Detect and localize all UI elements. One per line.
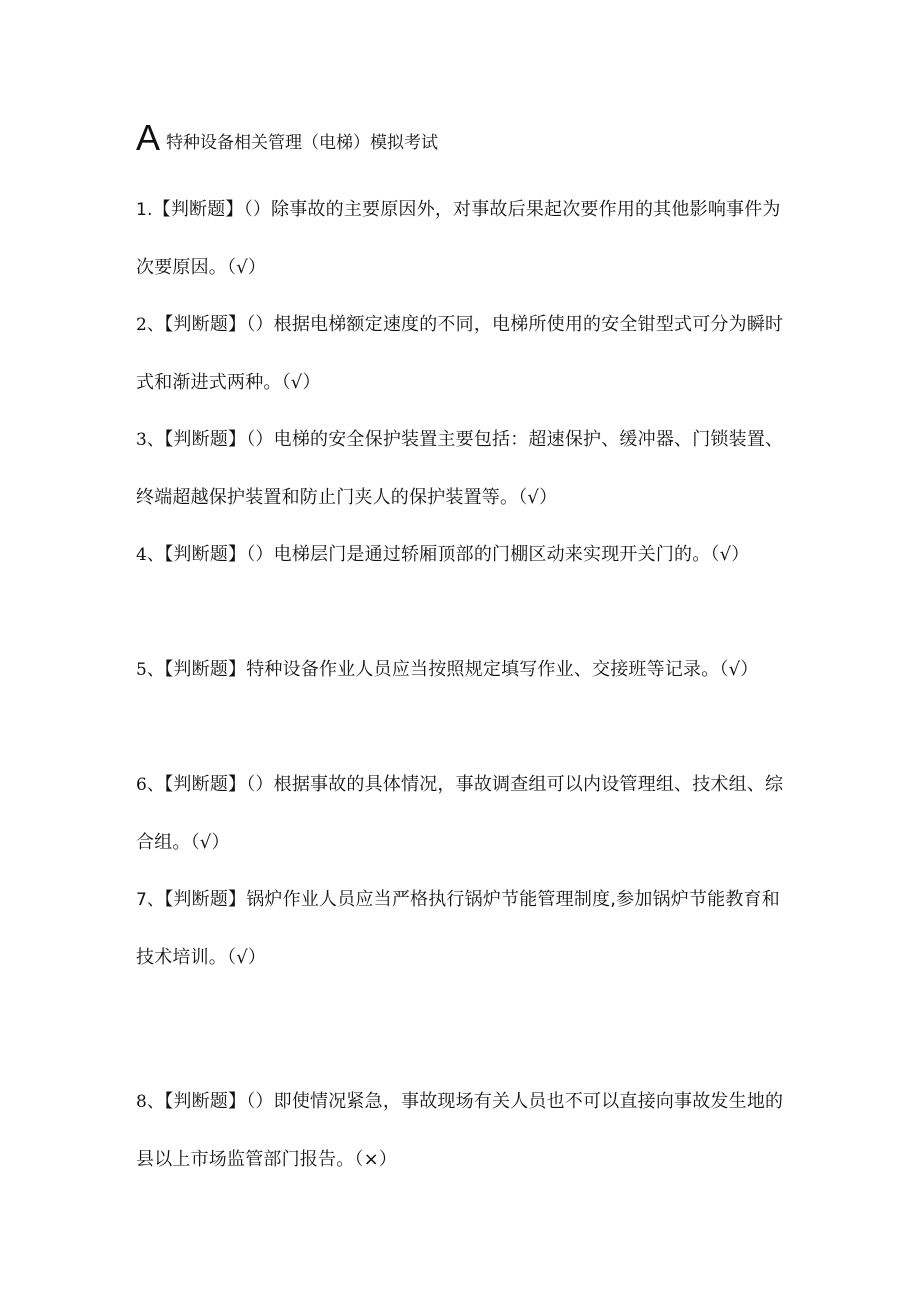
question-number: 6、: [136, 775, 165, 795]
question-text: （）根据电梯额定速度的不同，电梯所使用的安全钳型式可分为瞬时式和渐进式两种。（√）: [136, 314, 784, 393]
question-number: 2、: [136, 315, 165, 335]
question-text: （）除事故的主要原因外，对事故后果起次要作用的其他影响事件为次要原因。（√）: [136, 199, 781, 278]
question-number: 8、: [136, 1092, 165, 1112]
question-type: 【判断题】: [164, 659, 247, 680]
document-title: [136, 116, 438, 156]
question-text: 特种设备作业人员应当按照规定填写作业、交接班等记录。（√）: [246, 659, 759, 680]
question-6: [136, 756, 786, 871]
title-text: 特种设备相关管理（电梯）模拟考试: [166, 133, 439, 153]
question-type: 【判断题】: [164, 314, 247, 335]
question-text: （）电梯的安全保护装置主要包括：超速保护、缓冲器、门锁装置、终端超越保护装置和防止门夹人的保护装置等。（√）: [136, 429, 784, 508]
question-number: 1.: [136, 200, 153, 220]
question-text: （）电梯层门是通过轿厢顶部的门棚区动来实现开关门的。（√）: [246, 544, 750, 565]
question-number: 3、: [136, 430, 165, 450]
question-type: 【判断题】: [164, 774, 247, 795]
question-type: 【判断题】: [164, 544, 247, 565]
question-2: [136, 296, 786, 411]
question-type: 【判断题】: [152, 199, 244, 220]
question-3: [136, 411, 786, 526]
question-number: 7、: [136, 890, 165, 910]
question-text: （）根据事故的具体情况，事故调查组可以内设管理组、技术组、综合组。（√）: [136, 774, 784, 853]
question-4: [136, 526, 786, 584]
question-number: 4、: [136, 545, 165, 565]
question-5: [136, 641, 786, 699]
question-text: （）即使情况紧急，事故现场有关人员也不可以直接向事故发生地的县以上市场监管部门报告。（×）: [136, 1091, 784, 1170]
question-number: 5、: [136, 660, 165, 680]
title-letter: A: [136, 117, 161, 158]
question-type: 【判断题】: [164, 429, 247, 450]
question-type: 【判断题】: [164, 1091, 247, 1112]
question-text: 锅炉作业人员应当严格执行锅炉节能管理制度,参加锅炉节能教育和技术培训。（√）: [136, 889, 780, 968]
question-7: [136, 871, 786, 986]
question-1: [136, 181, 786, 296]
question-type: 【判断题】: [164, 889, 247, 910]
question-8: [136, 1073, 786, 1188]
